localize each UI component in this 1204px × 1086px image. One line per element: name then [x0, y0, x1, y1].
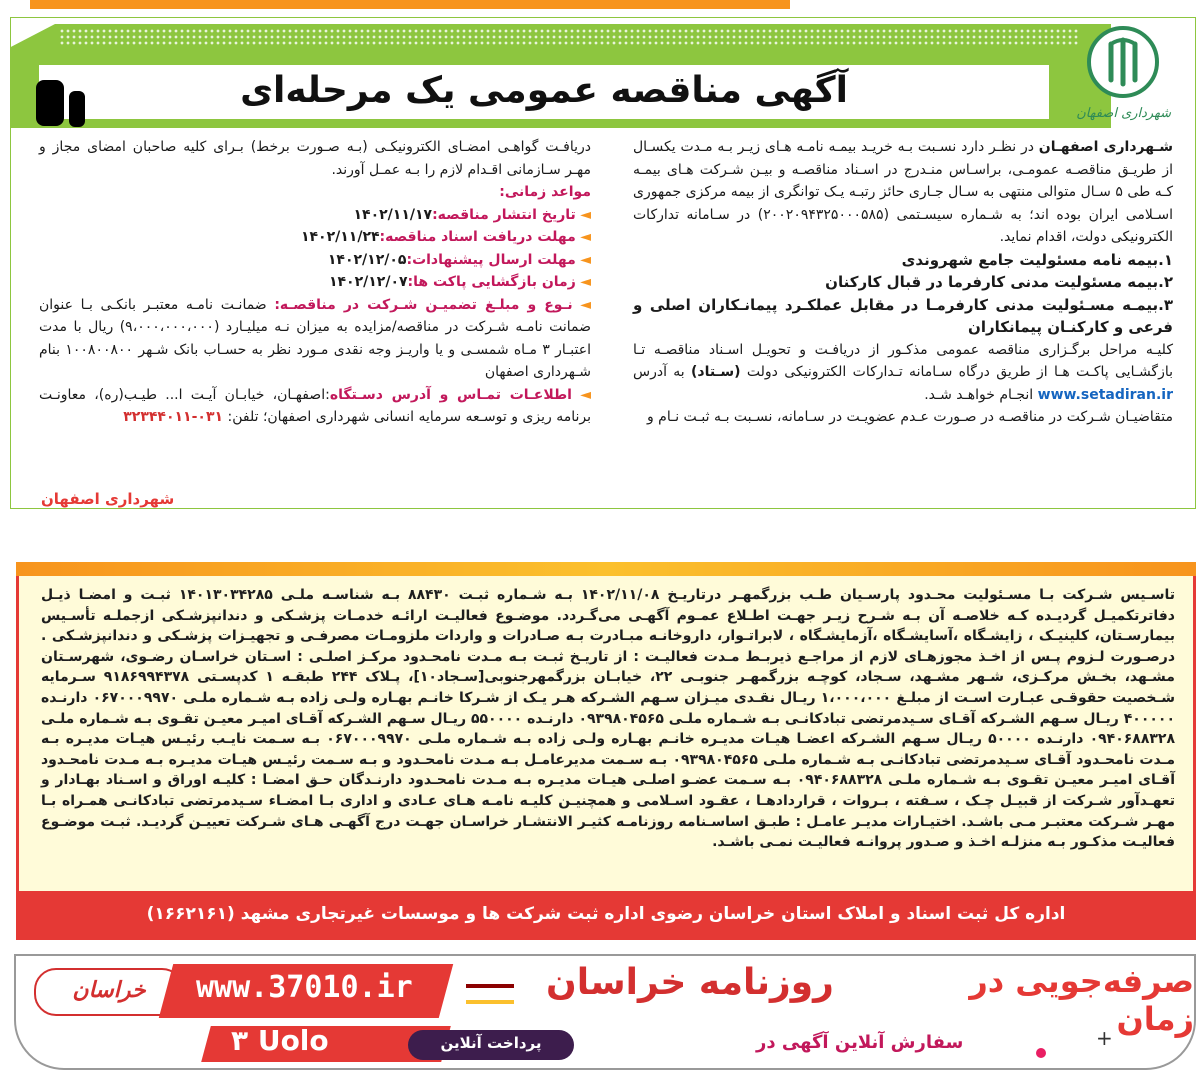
- process-text: کلیـه مراحل برگـزاری مناقصه عمومی مذکـور از دریافـت و تحویـل اسـناد مناقصـه تـا بازگشـایی پاکـت هـا از طریق درگاه سـامانه تـدارکات الکترونیکی دولت: [633, 341, 1174, 380]
- promo-banner[interactable]: [14, 954, 1196, 1070]
- setad-word: (سـتاد): [691, 364, 741, 380]
- schedule-value: ۱۴۰۲/۱۲/۰۵: [327, 251, 407, 268]
- promo-headline: صرفه‌جویی در زمان: [969, 962, 1194, 1038]
- schedule-value: ۱۴۰۲/۱۱/۱۷: [353, 206, 433, 223]
- arrow-icon: ◄: [575, 206, 591, 223]
- app-name: ۳ Uolo: [231, 1024, 329, 1057]
- guarantee-label: نـوع و مبلـغ تضمیـن شـرکت در مناقصـه:: [274, 296, 573, 313]
- insurance-item-1: ۱.بیمه نامه مسئولیت جامع شهروندی: [901, 250, 1173, 269]
- guarantee-text: ضمانـت نامـه معتبـر بانکـی بـا عنوان ضمانت نامـه شـرکت در مناقصه/مزایده به میزان نـه میلیـارد (۹،۰۰۰،۰۰۰،۰۰۰) ریال با مدت اعتبـار ۳ مـاه شمسـی و یا واریـز وجه نقدی مـورد نظر به حسـاب بانک شـهر ۱۰۰۸۰۰۸۰۰ بنام شـهرداری اصفهان: [39, 296, 591, 380]
- black-tab-decoration-small: [69, 91, 85, 127]
- schedule-heading: مواعد زمانی:: [499, 184, 591, 200]
- bidders-text: متقاضیـان شـرکت در مناقصـه در صـورت عـدم عضویـت در سـامانه، نسـبت بـه ثبـت نـام و: [646, 409, 1173, 425]
- top-orange-strip: [30, 0, 790, 9]
- arrow-icon: ◄: [572, 296, 591, 313]
- title-box: [39, 65, 1049, 119]
- plus-icon: +: [1096, 1026, 1113, 1050]
- arrow-icon: ◄: [572, 386, 592, 403]
- company-notice: [16, 562, 1196, 940]
- logo-emblem-icon: [1087, 26, 1159, 98]
- dash-decoration: [466, 984, 514, 1004]
- schedule-row-2: [39, 226, 591, 249]
- newspaper-name: روزنامه خراسان: [546, 962, 834, 1003]
- contact-phone: ۰۳۱-۳۲۳۴۴۰۱۱: [123, 409, 224, 425]
- insurance-item-2: ۲.بیمه مسئولیت مدنی کارفرما در قبال کارکنان: [825, 273, 1173, 291]
- arrow-icon: ◄: [575, 251, 591, 268]
- guarantee-paragraph: [39, 294, 591, 384]
- logo-caption: شهرداری اصفهان: [1076, 106, 1171, 121]
- promo-url-link[interactable]: www.37010.ir: [196, 970, 413, 1005]
- intro-text: در نظـر دارد نسـبت بـه خریـد بیمـه نامـه هـای زیـر بـه مـدت یکسـال از طریـق مناقصـه عمومـی، براسـاس منـدرج در اسـناد مناقصـه و بیـن شـرکت هـای بیمـه کـه طی ۵ سـال متوالی منتهی به سـال جـاری حائز رتبـه یـک توانگری از بیمه مرکزی جمهوری اسـلامی ایران بوده اند؛ به شـماره سیسـتمی (۲۰۰۲۰۹۴۳۲۵۰۰۰۵۸۵) در سـامانه تدارکات الکترونیکی دولت، اقدام نماید.: [633, 139, 1174, 245]
- online-payment-button[interactable]: پرداخت آنلاین: [440, 1034, 542, 1052]
- arrow-icon: ◄: [575, 274, 591, 290]
- tender-header: [11, 18, 1195, 128]
- company-notice-footer: اداره کل ثبت اسناد و املاک استان خراسان رضوی اداره ثبت شرکت ها و موسسات غیرتجاری مشهد (۱۶۶۲۱۶۱): [19, 891, 1193, 937]
- left-intro: دریافـت گواهـی امضـای الکترونیکـی (بـه صـورت برخط) بـرای کلیه صاحبان امضای مجاز و مهـر سـازمانی اقـدام لازم را بـه عمـل آورند.: [39, 139, 591, 178]
- schedule-row-4: [39, 271, 591, 294]
- schedule-value: ۱۴۰۲/۱۲/۰۷: [328, 274, 408, 290]
- black-tab-decoration: [36, 80, 64, 126]
- khorasan-logo: خراسان: [34, 968, 184, 1016]
- schedule-label: مهلت ارسال پیشنهادات:: [406, 251, 576, 268]
- company-notice-body: [41, 585, 1175, 853]
- schedule-label: تاریخ انتشار مناقصه:: [432, 206, 576, 223]
- contact-text: :اصفهـان، خیابـان آیـت ا... طیـب(ره)، معاونـت برنامه ریزی و توسـعه سرمایه انسانی شهرداری اصفهان؛ تلفن:: [39, 386, 591, 425]
- process-tail: به آدرس: [633, 364, 685, 380]
- schedule-row-1: [39, 204, 591, 227]
- schedule-value: ۱۴۰۲/۱۱/۲۴: [300, 229, 380, 245]
- tender-right-column: [633, 136, 1173, 429]
- municipality-logo: [1069, 26, 1177, 134]
- arrow-icon: ◄: [575, 229, 591, 245]
- insurance-item-3: ۳.بیمـه مسـئولیت مدنی کارفرمـا در مقابل عملکـرد پیمانـکاران اصلی و فرعی و کارکنـان پیمانکاران: [633, 295, 1173, 336]
- contact-paragraph: [39, 384, 591, 429]
- tender-title: آگهی مناقصه عمومی یک مرحله‌ای: [240, 70, 848, 111]
- process-paragraph: [633, 339, 1173, 407]
- tender-left-column: [39, 136, 591, 429]
- tender-signature: شهرداری اصفهان: [41, 490, 175, 508]
- contact-label: اطلاعـات تمـاس و آدرس دسـتگاه: [329, 386, 572, 403]
- intro-paragraph: [633, 136, 1173, 249]
- dotted-pattern: [59, 28, 1079, 46]
- schedule-label: مهلت دریافت اسناد مناقصه:: [379, 229, 576, 245]
- intro-org: شـهرداری اصفهـان: [1038, 139, 1174, 155]
- schedule-label: زمان بازگشایی پاکت ها:: [407, 274, 576, 290]
- company-notice-paragraph: تاسـیس شـرکت بـا مسـئولیت محـدود پارسـیان طـب بزرگمهـر درتاریـخ ۱۴۰۲/۱۱/۰۸ بـه شـماره ثبـت ۸۸۴۳۰ بـه شناسـه ملـی ۱۴۰۱۳۰۳۴۲۸۵ ثبـت و امضـا ذیـل دفاترتکمیـل گردیـده کـه خلاصـه آن بـه شـرح زیـر جهـت اطـلاع عمـوم آگهـی می‌گـردد. موضـوع فعالیـت ارائـه خدمـات پزشـکی و دندانپزشـکی ازجملـه تأسـیس بیمارسـتان، کلینیـک ، زایشـگاه ،آسایشـگاه ،آزمایشـگاه ، لابراتـوار، داروخانـه مبـادرت بـه صـادرات و واردات ملزومـات مصرفـی و تجهیـزات پزشـکی و دندانپزشـکی . درصـورت لـزوم پـس از اخـذ مجوزهـای لازم از مراجـع ذیربـط مـدت فعالیـت : از تاریـخ ثبـت بـه مـدت نامحـدود مرکـز اصلـی : اسـتان خراسـان رضـوی، شهرسـتان مشـهد، بخـش مرکـزی، شـهر مشـهد، سـجاد، کوچـه بزرگمهـر جنوبـی ۲۲، خیابـان بزرگمهرجنوبی[سـجاد۱۰]، پـلاک ۲۴۴ طبقـه ۱ کدپسـتی ۹۱۸۶۹۹۴۳۷۸ سـرمایه شـخصیت حقوقـی عبـارت اسـت از مبلـغ ۱،۰۰۰،۰۰۰ ریـال نقـدی میـزان سـهم الشـرکه هـر یـک از شـرکا خانـم بهـاره ولـی زاده بـه شـماره ملـی ۰۶۷۰۰۰۹۹۷۰ دارنـده ۴۰۰۰۰۰ ریـال سـهم الشـرکه آقـای سـیدمرتضی تبادکانـی بـه شـماره ملـی ۰۹۳۹۸۰۴۵۶۵ دارنـده ۵۵۰۰۰۰ ریـال سـهم الشـرکه آقـای امیـر معیـن تقـوی بـه شـماره ملـی ۰۹۴۰۶۸۸۳۲۸ دارنـده ۵۰۰۰۰ ریـال سـهم الشـرکه اعضـا هیـات مدیـره خانـم بهـاره ولـی زاده بـه شـماره ملـی ۰۶۷۰۰۰۹۹۷۰ بـه سـمت نایـب رئیـس هیـات مدیـره بـه مـدت نامحـدود آقـای سـیدمرتضی تبادکانـی بـه شـماره ملـی ۰۹۳۹۸۰۴۵۶۵ بـه سـمت مدیرعامـل بـه مـدت نامحـدود و بـه سـمت رئیـس هیـات مدیـره بـه مـدت نامحـدود آقـای امیـر معیـن تقـوی بـه شـماره ملـی ۰۹۴۰۶۸۸۳۲۸ بـه سـمت عضـو اصلـی هیـات مدیـره بـه مـدت نامحـدود دارنـدگان حـق امضـا : کلیـه اوراق و اسـناد بهـادار و تعهـدآور شـرکت از قبیـل چـک ، سـفته ، بـروات ، قراردادهـا ، عقـود اسـلامی و همچنیـن کلیـه نامـه هـای عـادی و اداری بـا امضـاء سـیدمرتضی تبادکانـی همـراه بـا مهـر شـرکت معتبـر مـی باشـد. اختیـارات مدیـر عامـل : طبـق اساسـنامه روزنامـه کثیـر الانتشـار خراسـان جهـت درج آگهـی هـای شـرکت تعییـن گردیـد. ثبـت موضـوع فعالیـت مذکـور بـه منزلـه اخـذ و صـدور پروانـه فعالیـت نمـی باشـد.: [41, 587, 1176, 851]
- process-end: انجـام خواهـد شـد.: [924, 386, 1034, 403]
- setad-url-link[interactable]: www.setadiran.ir: [1037, 386, 1173, 403]
- schedule-row-3: [39, 249, 591, 272]
- promo-subline: سفارش آنلاین آگهی در: [756, 1032, 964, 1053]
- tender-ad: [10, 17, 1196, 509]
- dot-decoration: [1036, 1048, 1046, 1058]
